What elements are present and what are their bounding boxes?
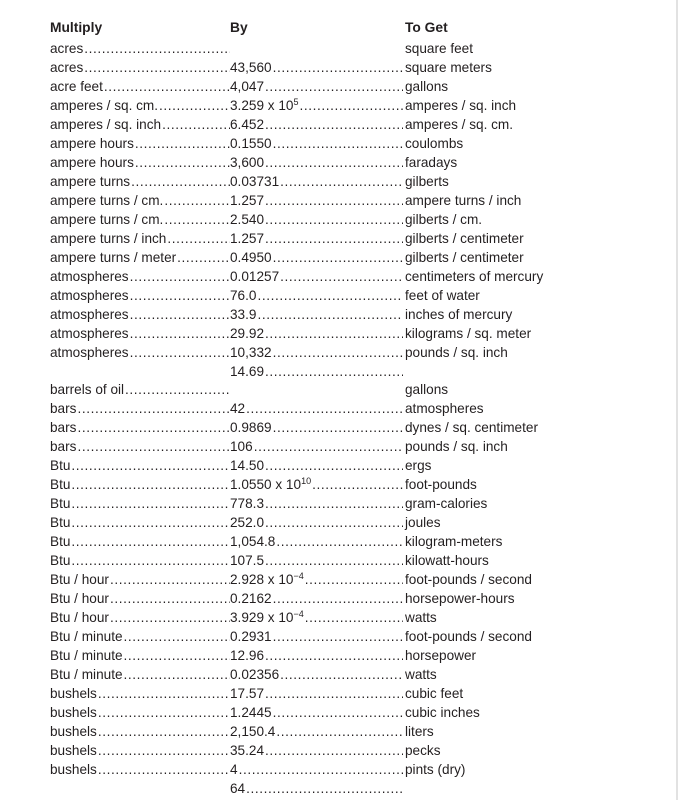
cell-to-get: atmospheres [405,401,484,416]
cell-to-get: square feet [405,41,474,56]
cell-multiply [50,77,230,96]
factor-exponent: −4 [293,571,304,581]
factor-value-wrap [230,420,273,435]
factor-value: 2,150.4 [230,724,276,739]
multiply-unit: bushels [50,743,97,758]
cell-to-get: kilograms / sq. meter [405,326,532,341]
factor-value: 6.452 [230,117,265,132]
multiply-unit: Btu [50,496,71,511]
multiply-unit: bars [50,420,77,435]
cell-to-get: gilberts [405,174,449,189]
cell-to-get: centimeters of mercury [405,269,544,284]
factor-value-wrap [230,288,257,303]
cell-multiply [50,286,230,305]
factor-value-wrap [230,364,265,379]
factor-value: 14.50 [230,458,265,473]
factor-value: 0.01257 [230,269,280,284]
cell-to-get: foot-pounds / second [405,629,532,644]
factor-value-wrap [230,743,265,758]
cell-to-get: foot-pounds / second [405,572,532,587]
cell-multiply [50,741,230,760]
cell-multiply [50,760,230,779]
cell-multiply [50,589,230,608]
multiply-unit: bushels [50,724,97,739]
factor-value-wrap [230,781,246,796]
cell-multiply [50,115,230,134]
multiply-unit: bushels [50,762,97,777]
factor-value: 0.4950 [230,250,272,265]
cell-to-get: horsepower-hours [405,591,515,606]
multiply-unit: amperes / sq. cm. [50,98,159,113]
cell-multiply [50,532,230,551]
factor-value-wrap [230,762,239,777]
cell-multiply [50,229,230,248]
factor-value-wrap [230,591,273,606]
factor-value-wrap [230,79,265,94]
factor-value: 12.96 [230,648,265,663]
factor-value: 1.257 [230,231,265,246]
multiply-unit: bars [50,439,77,454]
cell-to-get: watts [405,667,437,682]
multiply-unit: acres [50,41,84,56]
cell-multiply [50,627,230,646]
cell-to-get: ergs [405,458,432,473]
cell-multiply [50,551,230,570]
cell-multiply [50,96,230,115]
cell-to-get: gilberts / centimeter [405,231,524,246]
factor-value: 252.0 [230,515,265,530]
factor-value: 0.1550 [230,136,272,151]
cell-to-get: cubic inches [405,705,480,720]
table-row [50,343,610,379]
factor-value-wrap [230,98,300,113]
conversion-table [50,18,610,796]
cell-to-get: gram-calories [405,496,488,511]
cell-multiply [50,418,230,437]
factor-value: 0.02356 [230,667,280,682]
factor-value: 14.69 [230,364,265,379]
multiply-unit: Btu [50,458,71,473]
cell-multiply [50,134,230,153]
table-body [50,39,610,796]
multiply-unit: atmospheres [50,307,129,322]
table-header-row [50,18,610,38]
factor-value-wrap [230,439,254,454]
factor-value-wrap [230,477,312,492]
cell-multiply [50,210,230,229]
multiply-unit: ampere hours [50,136,134,151]
factor-value-wrap [230,667,280,682]
multiply-unit: bushels [50,705,97,720]
cell-multiply [50,494,230,513]
factor-value-wrap [230,705,273,720]
factor-value: 1,054.8 [230,534,276,549]
cell-multiply [50,513,230,532]
factor-value-wrap [230,572,305,587]
cell-multiply [50,684,230,703]
cell-to-get: liters [405,724,434,739]
cell-to-get: amperes / sq. cm. [405,117,514,132]
factor-value: 35.24 [230,743,265,758]
factor-value-wrap [230,534,276,549]
multiply-unit: atmospheres [50,269,129,284]
factor-value-wrap [230,155,265,170]
multiply-unit: ampere hours [50,155,134,170]
factor-value-wrap [230,231,265,246]
factor-value-wrap [230,515,265,530]
factor-value: 4,047 [230,79,265,94]
factor-value: 2.540 [230,212,265,227]
cell-to-get: gallons [405,382,449,397]
factor-value-wrap [230,458,265,473]
cell-to-get: gilberts / centimeter [405,250,524,265]
cell-to-get: cubic feet [405,686,464,701]
multiply-unit: Btu [50,534,71,549]
factor-value: 17.57 [230,686,265,701]
cell-multiply [50,248,230,267]
cell-to-get: feet of water [405,288,480,303]
factor-value: 0.2931 [230,629,272,644]
multiply-unit: Btu [50,553,71,568]
multiply-unit: ampere turns / meter [50,250,177,265]
factor-value-wrap [230,401,246,416]
factor-value-wrap [230,629,273,644]
multiply-unit: Btu / minute [50,648,123,663]
factor-value: 42 [230,401,246,416]
header-multiply: Multiply [50,20,103,35]
multiply-unit: acres [50,60,84,75]
multiply-unit: atmospheres [50,288,129,303]
factor-value-wrap [230,117,265,132]
multiply-unit: bushels [50,686,97,701]
cell-multiply [50,399,230,418]
factor-value-wrap [230,269,280,284]
factor-value-wrap [230,686,265,701]
multiply-unit: ampere turns [50,174,131,189]
factor-value-wrap [230,610,305,625]
cell-to-get: faradays [405,155,458,170]
cell-to-get: horsepower [405,648,477,663]
factor-value: 107.5 [230,553,265,568]
cell-multiply [50,475,230,494]
factor-value-wrap [230,345,273,360]
factor-value: 3.929 x 10 [230,610,294,625]
cell-by [230,362,403,381]
multiply-unit: Btu [50,477,71,492]
multiply-unit: Btu / hour [50,572,109,587]
factor-value: 2.928 x 10 [230,572,294,587]
cell-multiply [50,722,230,741]
cell-to-get: pecks [405,743,441,758]
factor-value-wrap [230,136,273,151]
factor-value: 3,600 [230,155,265,170]
factor-value: 106 [230,439,253,454]
factor-value-wrap [230,250,273,265]
cell-to-get: watts [405,610,437,625]
factor-value-wrap [230,193,265,208]
factor-value: 778.3 [230,496,265,511]
factor-value-wrap [230,553,265,568]
multiply-unit: Btu [50,515,71,530]
factor-value: 0.9869 [230,420,272,435]
multiply-unit: ampere turns / cm. [50,212,164,227]
factor-value-wrap [230,174,280,189]
cell-multiply [50,437,230,456]
cell-to-get: amperes / sq. inch [405,98,517,113]
factor-exponent: 10 [301,476,312,486]
factor-value-wrap [230,496,265,511]
multiply-unit: Btu / minute [50,667,123,682]
cell-multiply [50,305,230,324]
table-row [50,760,610,796]
multiply-unit: bars [50,401,77,416]
cell-multiply [50,608,230,627]
cell-to-get: pints (dry) [405,762,466,777]
factor-value: 33.9 [230,307,257,322]
cell-multiply [50,646,230,665]
cell-multiply [50,191,230,210]
header-to-get: To Get [405,20,448,35]
factor-value-wrap [230,307,257,322]
cell-multiply [50,570,230,589]
cell-to-get: coulombs [405,136,464,151]
cell-to-get: square meters [405,60,492,75]
cell-multiply [50,324,230,343]
factor-value: 1.257 [230,193,265,208]
multiply-unit: acre feet [50,79,103,94]
cell-to-get: kilowatt-hours [405,553,489,568]
factor-value: 29.92 [230,326,265,341]
factor-value: 76.0 [230,288,257,303]
factor-value-wrap [230,60,273,75]
cell-multiply [50,665,230,684]
factor-value-wrap [230,648,265,663]
factor-value: 3.259 x 10 [230,98,294,113]
cell-multiply [50,172,230,191]
header-by: By [230,20,248,35]
factor-value: 4 [230,762,238,777]
multiply-unit: barrels of oil [50,382,125,397]
cell-to-get: pounds / sq. inch [405,439,508,454]
multiply-unit: atmospheres [50,345,129,360]
multiply-unit: ampere turns / cm. [50,193,164,208]
cell-multiply [50,703,230,722]
factor-value: 10,332 [230,345,272,360]
factor-value: 43,560 [230,60,272,75]
cell-multiply [50,267,230,286]
factor-value: 0.2162 [230,591,272,606]
cell-multiply [50,456,230,475]
cell-to-get: inches of mercury [405,307,513,322]
cell-multiply [50,343,230,362]
cell-to-get: kilogram-meters [405,534,503,549]
cell-to-get: gilberts / cm. [405,212,483,227]
factor-value-wrap [230,724,276,739]
page-edge-divider [676,0,678,800]
multiply-unit: Btu / hour [50,610,109,625]
cell-to-get: ampere turns / inch [405,193,522,208]
multiply-unit: atmospheres [50,326,129,341]
factor-value: 1.0550 x 10 [230,477,302,492]
cell-by [230,779,403,798]
cell-to-get: dynes / sq. centimeter [405,420,538,435]
cell-to-get: foot-pounds [405,477,477,492]
factor-value-wrap [230,212,265,227]
cell-multiply [50,58,230,77]
factor-value: 64 [230,781,246,796]
multiply-unit: Btu / hour [50,591,109,606]
multiply-unit: amperes / sq. inch [50,117,162,132]
factor-value: 0.03731 [230,174,280,189]
table-row [50,96,610,132]
multiply-unit: ampere turns / inch [50,231,167,246]
cell-to-get: joules [405,515,441,530]
multiply-unit: Btu / minute [50,629,123,644]
cell-to-get: pounds / sq. inch [405,345,508,360]
factor-value: 1.2445 [230,705,272,720]
factor-exponent: −4 [293,609,304,619]
cell-to-get: gallons [405,79,449,94]
cell-multiply [50,153,230,172]
factor-exponent: 5 [293,97,299,107]
factor-value-wrap [230,326,265,341]
cell-multiply [50,39,230,58]
cell-multiply [50,380,230,399]
